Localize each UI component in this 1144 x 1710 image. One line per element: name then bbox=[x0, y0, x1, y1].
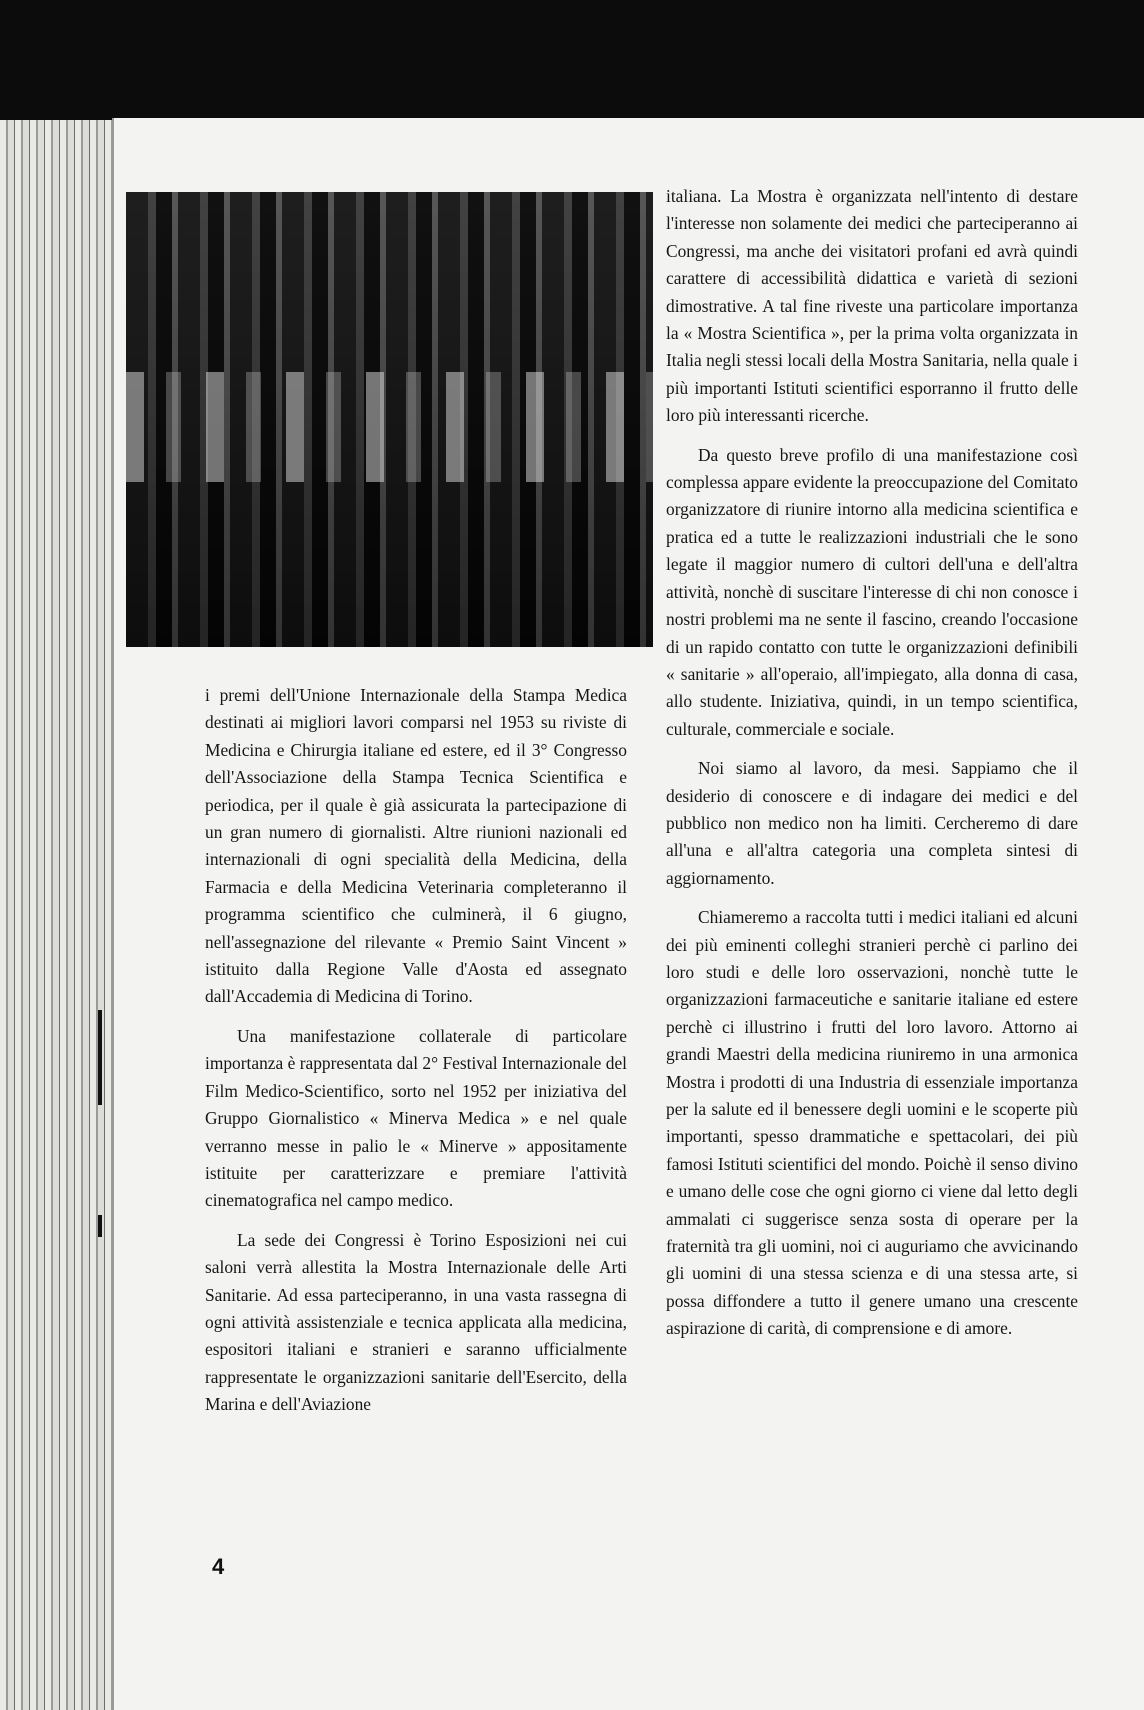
scan-dark-band bbox=[0, 0, 1144, 120]
left-text-column bbox=[205, 682, 627, 1431]
paragraph: i premi dell'Unione Internazionale della Stampa Medica destinati ai migliori lavori comparsi nel 1953 su riviste di Medicina e Chirurgia italiane ed estere, ed il 3° Congresso dell'Associazione della Stampa Tecnica Scientifica e periodica, per il quale è già assicurata la partecipazione di un gran numero di giornalisti. Altre riunioni nazionali ed internazionali di ogni specialità della Medicina, della Farmacia e della Medicina Veterinaria completeranno il programma scientifico che culminerà, il 6 giugno, nell'assegnazione del rilevante « Premio Saint Vincent » istituito dalla Regione Valle d'Aosta ed assegnato dall'Accademia di Medicina di Torino. bbox=[205, 685, 627, 1007]
page-number: 4 bbox=[212, 1554, 225, 1579]
exhibition-hall-photo bbox=[126, 192, 653, 647]
paragraph: La sede dei Congressi è Torino Esposizioni nei cui saloni verrà allestita la Mostra Internazionale delle Arti Sanitarie. Ad essa parteciperanno, in una vasta rassegna di ogni attività assistenziale e tecnica applicata alla medicina, espositori italiani e stranieri e saranno ufficialmente rappresentate le organizzazioni sanitarie dell'Esercito, della Marina e dell'Aviazione bbox=[205, 1229, 627, 1415]
paragraph: Noi siamo al lavoro, da mesi. Sappiamo che il desiderio di conoscere e di indagare dei medici e del pubblico non medico non ha limiti. Cercheremo di dare all'una e all'altra categoria una completa sintesi di aggiornamento. bbox=[666, 758, 1078, 888]
paragraph: Chiameremo a raccolta tutti i medici italiani ed alcuni dei più eminenti colleghi stranieri perchè ci parlino dei loro studi e delle loro osservazioni, nonchè tutte le organizzazioni farmaceutiche e sanitarie italiane ed estere perchè ci illustrino i frutti del loro lavoro. Attorno ai grandi Maestri della medicina riuniremo in una armonica Mostra i prodotti di una Industria di essenziale importanza per la salute ed il benessere degli uomini e le scoperte più importanti, spesso drammatiche e spettacolari, dei più famosi Istituti scientifici del mondo. Poichè il senso divino e umano delle cose che ogni giorno ci viene dal letto degli ammalati ci suggerisce senza sosta di operare per la fraternità tra gli uomini, noi ci auguriamo che avvicinando gli uomini di una stessa scienza e di una stessa arte, si possa diffondere a tutto il genere umano una crescente aspirazione di carità, di comprensione e di amore. bbox=[666, 907, 1078, 1339]
paragraph: italiana. La Mostra è organizzata nell'intento di destare l'interesse non solamente dei medici che parteciperanno ai Congressi, ma anche dei visitatori profani ed avrà quindi carattere di accessibilità didattica e varietà di sezioni dimostrative. A tal fine riveste una particolare importanza la « Mostra Scientifica », per la prima volta organizzata in Italia negli stessi locali della Mostra Sanitaria, nella quale i più importanti Istituti scientifici esporranno il frutto delle loro più interessanti ricerche. bbox=[666, 186, 1078, 426]
paragraph: Da questo breve profilo di una manifestazione così complessa appare evidente la preoccupazione del Comitato organizzatore di riunire intorno alla medicina scientifica e pratica ed a tutte le realizzazioni industriali che le sono legate il maggior numero di cultori dell'una e dell'altra attività, nonchè di suscitare l'interesse di chi non conosce i nostri problemi ma ne sente il fascino, creando l'occasione di un rapido contatto con tutte le organizzazioni definibili « sanitarie » all'operaio, all'impiegato, alla donna di casa, allo studente. Iniziativa, quindi, in un tempo scientifica, culturale, commerciale e sociale. bbox=[666, 444, 1078, 739]
right-text-column bbox=[666, 183, 1078, 1355]
binding-mark bbox=[98, 1215, 102, 1237]
paragraph: Una manifestazione collaterale di particolare importanza è rappresentata dal 2° Festival Internazionale del Film Medico-Scientifico, sorto nel 1952 per iniziativa del Gruppo Giornalistico « Minerva Medica » e nel quale verranno messe in palio le « Minerve » appositamente istituite per caratterizzare e premiare l'attività cinematografica nel campo medico. bbox=[205, 1025, 627, 1211]
binding-mark bbox=[98, 1010, 102, 1105]
page-edges-stack bbox=[0, 120, 115, 1710]
